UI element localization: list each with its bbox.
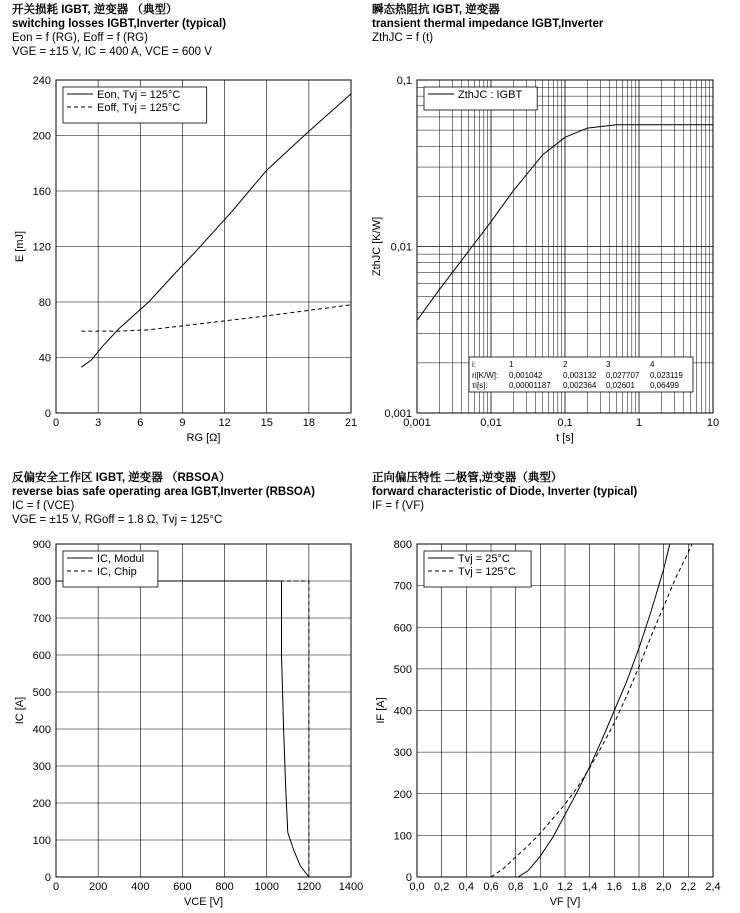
x-axis-label: VF [V] (549, 896, 581, 908)
y-tick-label: 300 (393, 747, 412, 760)
y-tick-label: 80 (38, 297, 51, 309)
y-tick-label: 0 (44, 408, 51, 420)
param-table-header: 2 (563, 360, 568, 369)
y-tick-label: 700 (32, 613, 51, 625)
y-tick-label: 200 (393, 788, 412, 801)
y-tick-label: 0,01 (390, 241, 412, 254)
y-axis-label: E [mJ] (14, 230, 26, 263)
chart1-function: Eon = f (RG), Eoff = f (RG) (12, 32, 148, 44)
param-table-cell: 0,001042 (509, 371, 543, 380)
x-tick-label: 3 (95, 417, 102, 429)
x-tick-label: 800 (215, 881, 234, 893)
y-tick-label: 0 (44, 872, 51, 884)
param-table-cell: 0,02601 (606, 381, 635, 390)
legend-label: Eon, Tvj = 125°C (97, 89, 181, 101)
x-tick-label: 1,0 (532, 881, 548, 893)
x-tick-label: 600 (173, 881, 192, 893)
x-tick-label: 0,0 (409, 881, 425, 893)
x-tick-label: 400 (131, 881, 150, 893)
x-tick-label: 12 (218, 417, 231, 429)
chart2-function: ZthJC = f (t) (372, 32, 434, 44)
chart3-title-cn: 反偏安全工作区 IGBT, 逆变器 （RBSOA） (12, 472, 231, 484)
y-tick-label: 100 (393, 830, 412, 843)
y-tick-label: 300 (32, 761, 51, 773)
x-tick-label: 15 (260, 417, 273, 429)
x-tick-label: 21 (344, 417, 358, 429)
param-table-cell: 0,027707 (606, 371, 640, 380)
y-tick-label: 0,1 (396, 75, 412, 87)
param-table-cell: 0,003132 (563, 371, 597, 380)
x-tick-label: 1,8 (631, 881, 647, 893)
x-tick-label: 0,001 (403, 417, 431, 429)
x-tick-label: 0,1 (557, 417, 573, 429)
y-tick-label: 500 (32, 687, 51, 699)
chart4-title-cn: 正向偏压特性 二极管,逆变器（典型） (372, 472, 563, 484)
y-tick-label: 500 (393, 663, 412, 676)
chart1-title-en: switching losses IGBT,Inverter (typical) (12, 18, 227, 30)
y-tick-label: 40 (38, 352, 51, 365)
x-tick-label: 0,6 (483, 881, 499, 893)
y-tick-label: 600 (393, 622, 412, 635)
y-tick-label: 900 (32, 539, 51, 551)
chart3-conditions: VGE = ±15 V, RGoff = 1.8 Ω, Tvj = 125°C (12, 514, 223, 526)
legend-label: Tvj = 25°C (458, 553, 510, 565)
x-axis-label: t [s] (556, 432, 574, 444)
x-tick-label: 1400 (338, 881, 364, 893)
chart4-function: IF = f (VF) (372, 500, 425, 512)
legend-label: IC, Modul (97, 553, 145, 565)
y-tick-label: 100 (32, 835, 51, 847)
param-table-header: 3 (606, 360, 611, 369)
y-axis-label: IF [A] (375, 697, 387, 724)
legend-label: IC, Chip (97, 566, 137, 578)
plot-frame (56, 544, 351, 877)
x-tick-label: 1,2 (557, 881, 573, 893)
x-tick-label: 1,6 (606, 881, 622, 893)
chart4-plot (375, 539, 721, 908)
x-tick-label: 0 (52, 417, 60, 429)
chart1-conditions: VGE = ±15 V, IC = 400 A, VCE = 600 V (12, 46, 212, 58)
x-tick-label: 1000 (254, 881, 279, 893)
x-tick-label: 0,8 (508, 881, 524, 893)
x-tick-label: 2,0 (656, 881, 672, 893)
y-tick-label: 400 (32, 724, 51, 736)
x-tick-label: 0,2 (434, 881, 450, 893)
x-tick-label: 6 (137, 417, 144, 429)
x-axis-label: RG [Ω] (186, 432, 221, 444)
x-tick-label: 2,2 (680, 881, 696, 893)
legend-label: Tvj = 125°C (458, 566, 516, 578)
param-table-cell: 0,023119 (650, 371, 683, 380)
y-tick-label: 600 (32, 650, 51, 662)
x-tick-label: 18 (302, 417, 315, 429)
chart3-plot (14, 539, 363, 908)
param-table-header: 1 (509, 360, 514, 369)
series-line-2 (81, 305, 351, 331)
y-tick-label: 800 (32, 576, 51, 588)
chart1-title-cn: 开关损耗 IGBT, 逆变器 （典型） (12, 4, 178, 16)
y-axis-label: ZthJC [K/W] (371, 216, 383, 277)
y-tick-label: 0 (405, 872, 412, 884)
y-tick-label: 400 (393, 705, 412, 718)
y-tick-label: 200 (32, 798, 51, 810)
y-axis-label: IC [A] (14, 696, 26, 725)
series-line-1 (81, 94, 351, 367)
x-tick-label: 9 (179, 417, 186, 429)
x-tick-label: 200 (88, 881, 108, 893)
param-table-cell: ri[K/W]: (472, 371, 499, 380)
param-table-cell: 0,06499 (650, 381, 679, 390)
chart3-function: IC = f (VCE) (12, 500, 75, 512)
x-tick-label: 2,4 (705, 881, 721, 893)
y-tick-label: 200 (32, 130, 51, 143)
y-tick-label: 0,001 (384, 408, 412, 420)
x-tick-label: 1200 (296, 881, 322, 893)
param-table-header: i: (472, 360, 476, 369)
y-tick-label: 160 (32, 186, 51, 198)
x-tick-label: 1 (635, 417, 643, 429)
x-tick-label: 1,4 (582, 881, 598, 893)
x-tick-label: 10 (706, 417, 720, 429)
chart2-plot (371, 75, 719, 444)
param-table-cell: τi[s]: (472, 381, 488, 390)
y-tick-label: 700 (393, 580, 412, 593)
param-table-cell: 0,002364 (563, 381, 597, 390)
param-table-cell: 0,00001187 (509, 381, 551, 390)
chart3-title-en: reverse bias safe operating area IGBT,Inverter (RBSOA) (12, 486, 315, 498)
y-tick-label: 120 (32, 241, 51, 254)
chart1-plot (14, 75, 357, 444)
chart2-title-cn: 瞬态热阻抗 IGBT, 逆变器 (372, 4, 500, 16)
param-table-header: 4 (650, 360, 655, 369)
legend-label: ZthJC : IGBT (458, 89, 523, 101)
y-tick-label: 240 (32, 75, 51, 87)
chart4-title-en: forward characteristic of Diode, Inverter (typical) (372, 486, 638, 498)
x-tick-label: 0 (52, 881, 60, 893)
legend-label: Eoff, Tvj = 125°C (97, 102, 181, 114)
x-axis-label: VCE [V] (183, 896, 224, 908)
y-tick-label: 800 (393, 539, 412, 551)
x-tick-label: 0,4 (458, 881, 474, 893)
chart2-title-en: transient thermal impedance IGBT,Inverter (372, 18, 604, 30)
x-tick-label: 0,01 (480, 417, 502, 429)
